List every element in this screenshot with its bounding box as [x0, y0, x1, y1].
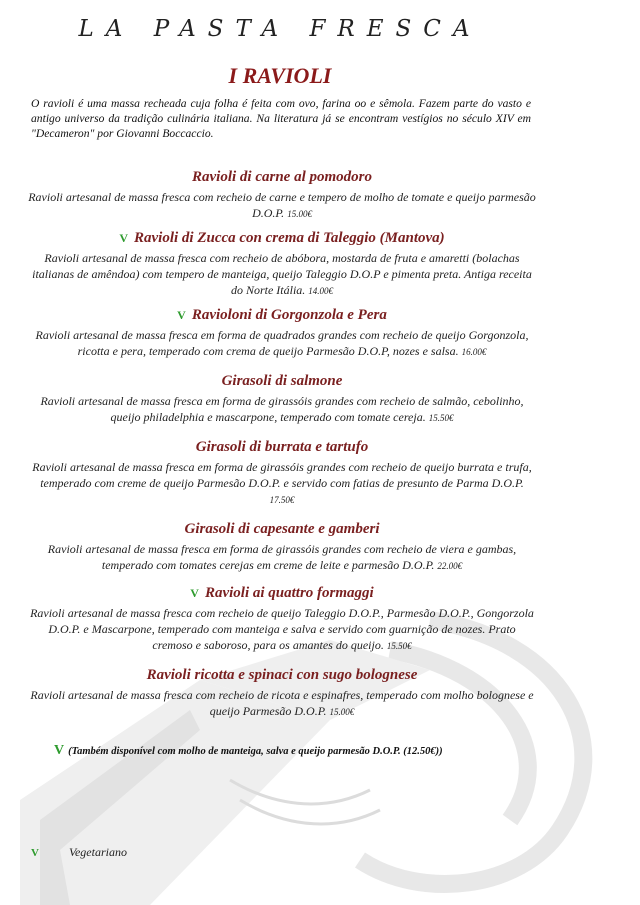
- legend: [31, 845, 127, 860]
- vegetarian-icon: V: [119, 231, 128, 245]
- dish-description: Ravioli artesanal de massa fresca em forma de girassóis grandes com recheio de queijo burrata e trufa, temperado com creme de queijo Parmesão D.O.P. e servido com fatias de presunto de Parma D.O.P.: [32, 460, 532, 490]
- menu-items: [22, 168, 542, 720]
- menu-item: [22, 372, 542, 426]
- alt-note-text: (Também disponível com molho de manteiga, salva e queijo parmesão D.O.P. (12.50€)): [68, 746, 443, 757]
- dish-name: Ravioli ai quattro formaggi: [204, 585, 374, 601]
- dish-price: 15.50€: [428, 413, 454, 423]
- dish-name: Ravioloni di Gorgonzola e Pera: [191, 307, 387, 323]
- dish-price: 15.50€: [386, 641, 412, 651]
- dish-description: Ravioli artesanal de massa fresca em forma de girassóis grandes com recheio de viera e gambas, temperado com tomates cerejas em creme de leite e parmesão D.O.P.: [47, 542, 517, 572]
- dish-description: Ravioli artesanal de massa fresca em forma de girassóis grandes com recheio de salmão, cebolinho, queijo philadelphia e mascarpone, temperado com tomate cereja.: [40, 394, 524, 424]
- legend-label: Vegetariano: [68, 845, 127, 859]
- restaurant-brand: LA PASTA FRESCA: [78, 16, 482, 42]
- vegetarian-icon: V: [54, 743, 65, 758]
- section-title: I RAVIOLI: [228, 63, 332, 88]
- dish-price: 22.00€: [437, 561, 463, 571]
- menu-item: [22, 306, 542, 360]
- dish-description: Ravioli artesanal de massa fresca em forma de quadrados grandes com recheio de queijo Gorgonzola, ricotta e pera, temperado com crema de queijo Parmesão D.O.P, nozes e salsa.: [35, 328, 529, 358]
- dish-price: 16.00€: [461, 347, 487, 357]
- dish-price: 14.00€: [308, 286, 334, 296]
- dish-name: Ravioli di Zucca con crema di Taleggio (Mantova): [134, 230, 445, 246]
- dish-name: Girasoli di salmone: [221, 373, 343, 389]
- dish-name: Ravioli ricotta e spinaci con sugo bolognese: [146, 667, 418, 683]
- menu-item: [22, 229, 542, 299]
- dish-description: Ravioli artesanal de massa fresca com recheio de queijo Taleggio D.O.P., Parmesão D.O.P., Gongorzola D.O.P. e Mascarpone, temperado com manteiga e salva e servido com guarnição de nozes. Prato cremoso e saboroso, para os amantes do queijo.: [30, 606, 534, 652]
- dish-price: 15.00€: [287, 209, 312, 219]
- dish-name: Girasoli di capesante e gamberi: [184, 521, 380, 537]
- menu-item: [22, 666, 542, 720]
- dish-description: Ravioli artesanal de massa fresca com recheio de carne e tempero de molho de tomate e queijo parmesão D.O.P.: [28, 190, 536, 220]
- dish-description: Ravioli artesanal de massa fresca com recheio de abóbora, mostarda de fruta e amaretti (bolachas italianas de amêndoa) com tempero de manteiga, queijo Taleggio D.O.P e pimenta preta. Antiga receita do Norte Itália.: [32, 251, 532, 297]
- menu-item: [22, 438, 542, 508]
- vegetarian-icon: V: [31, 847, 39, 859]
- menu-item: [22, 584, 542, 654]
- menu-item: [22, 168, 542, 222]
- dish-name: Ravioli di carne al pomodoro: [192, 169, 372, 185]
- section-intro: O ravioli é uma massa recheada cuja folha é feita com ovo, farina oo e sêmola. Fazem parte do vasto e antigo universo da tradição culinária italiana. Na literatura já se encontram vestígios no século XIV em "Decameron" por Giovanni Boccaccio.: [31, 97, 531, 140]
- menu-item: [22, 520, 542, 574]
- alternative-sauce-note: [54, 743, 534, 759]
- dish-price: 17.50€: [269, 495, 295, 505]
- dish-price: 15.00€: [329, 707, 355, 717]
- dish-name: Girasoli di burrata e tartufo: [195, 439, 369, 455]
- vegetarian-icon: V: [177, 308, 186, 322]
- vegetarian-icon: V: [190, 586, 199, 600]
- dish-description: Ravioli artesanal de massa fresca com recheio de ricota e espinafres, temperado com molho bolognese e queijo Parmesão D.O.P.: [30, 688, 534, 718]
